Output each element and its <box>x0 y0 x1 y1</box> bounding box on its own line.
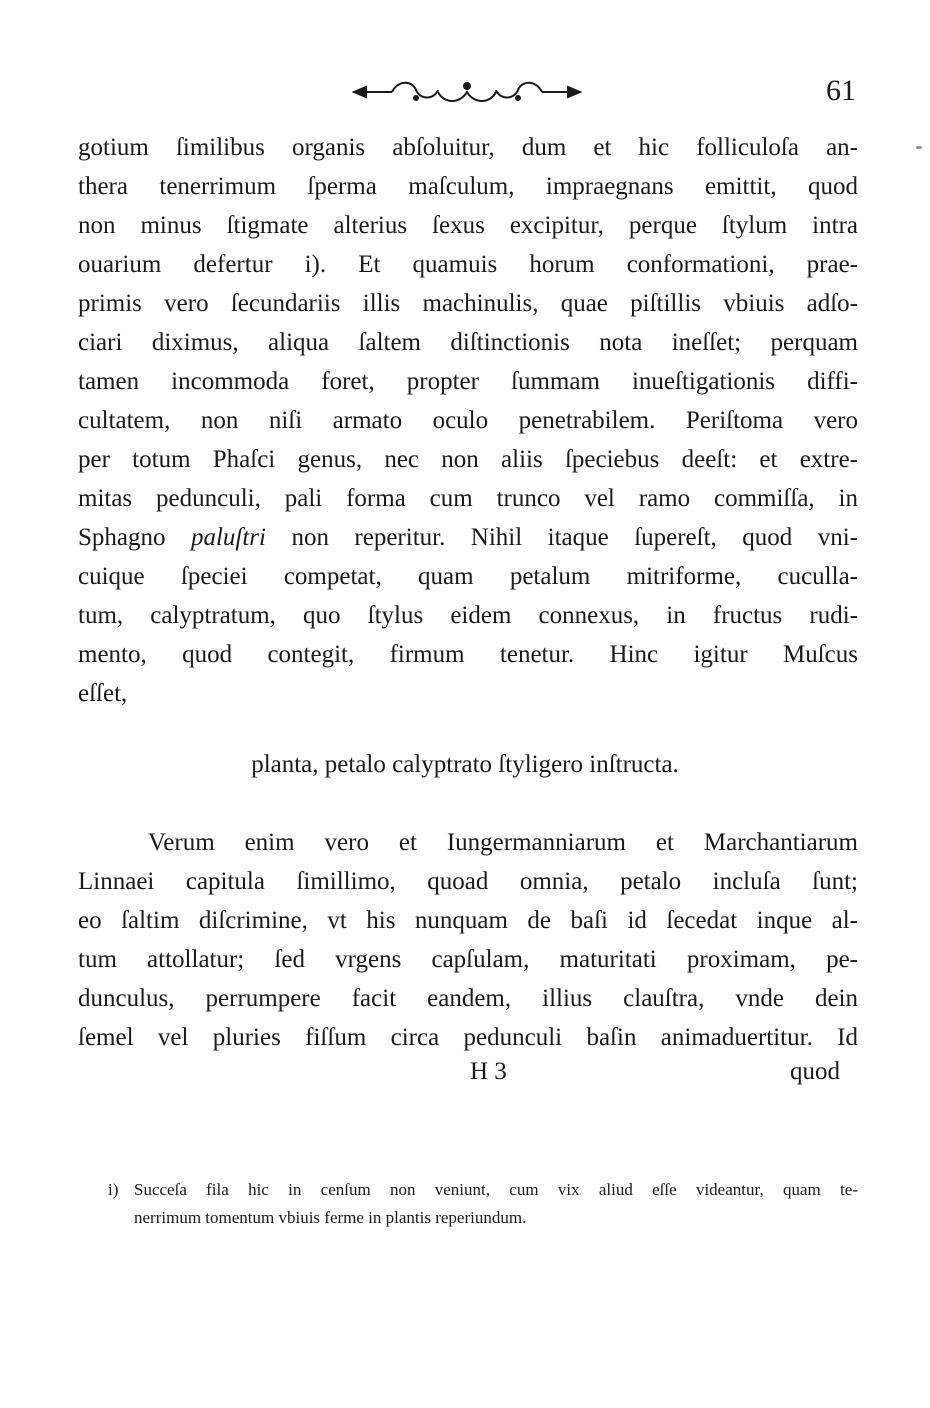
text-line: Verum enim vero et Iungermanniarum et Marchantiarum <box>148 829 858 856</box>
footnote <box>108 1176 858 1232</box>
signature-mark: H 3 <box>470 1058 507 1085</box>
text-line: ouarium defertur i). Et quamuis horum conformationi, prae- <box>78 251 858 278</box>
italic-species-name: paluſtri <box>190 524 266 551</box>
text-line: primis vero ſecundariis illis machinulis, quae piſtillis vbiuis adſo- <box>78 290 858 317</box>
text-line: dunculus, perrumpere facit eandem, illius clauſtra, vnde dein <box>78 985 858 1012</box>
text-line: tamen incommoda foret, propter ſummam inueſtigationis diffi- <box>78 368 858 395</box>
text-run: Sphagno <box>78 524 191 551</box>
text-line: thera tenerrimum ſperma maſculum, impraegnans emittit, quod <box>78 173 858 200</box>
text-line: mitas pedunculi, pali forma cum trunco vel ramo commiſſa, in <box>78 485 858 512</box>
text-line: cuique ſpeciei competat, quam petalum mitriforme, cuculla- <box>78 563 858 590</box>
text-line: eſſet, <box>78 680 128 707</box>
footnote-line: nerrimum tomentum vbiuis ferme in plantis reperiundum. <box>134 1208 527 1227</box>
text-line: ſemel vel pluries fiſſum circa pedunculi baſin animaduertitur. Id <box>78 1024 858 1051</box>
text-line: per totum Phaſci genus, nec non aliis ſpeciebus deeſt: et extre- <box>78 446 858 473</box>
footnote-line <box>108 1176 858 1204</box>
text-line: mento, quod contegit, firmum tenetur. Hinc igitur Muſcus <box>78 641 858 668</box>
text-line: ciari diximus, aliqua ſaltem diſtinctionis nota ineſſet; perquam <box>78 329 858 356</box>
footnote-text: Succeſa fila hic in cenſum non veniunt, cum vix aliud eſſe videantur, quam te- <box>134 1180 858 1199</box>
text-line-sphagno <box>78 518 858 557</box>
text-line: eo ſaltim diſcrimine, vt his nunquam de baſi id ſecedat inque al- <box>78 907 858 934</box>
paragraph-2 <box>78 823 858 1057</box>
scrollwork-ornament-icon <box>352 78 582 106</box>
text-line: cultatem, non niſi armato oculo penetrabilem. Periſtoma vero <box>78 407 858 434</box>
text-line: Linnaei capitula ſimillimo, quoad omnia, petalo incluſa ſunt; <box>78 868 858 895</box>
catchword: quod <box>790 1058 840 1085</box>
ink-speck <box>916 146 922 149</box>
footnote-marker: i) <box>108 1180 119 1199</box>
paragraph-1 <box>78 128 858 713</box>
definition-line: planta, petalo calyptrato ſtyligero inſtructa. <box>251 751 679 778</box>
text-run: non reperitur. Nihil itaque ſupereſt, quod vni- <box>265 524 858 551</box>
text-line: tum, calyptratum, quo ſtylus eidem connexus, in fructus rudi- <box>78 602 858 629</box>
text-line: gotium ſimilibus organis abſoluitur, dum et hic folliculoſa an- <box>78 134 858 161</box>
text-line: tum attollatur; ſed vrgens capſulam, maturitati proximam, pe- <box>78 946 858 973</box>
page-number: 61 <box>826 74 856 107</box>
text-line: non minus ſtigmate alterius ſexus excipitur, perque ſtylum intra <box>78 212 858 239</box>
